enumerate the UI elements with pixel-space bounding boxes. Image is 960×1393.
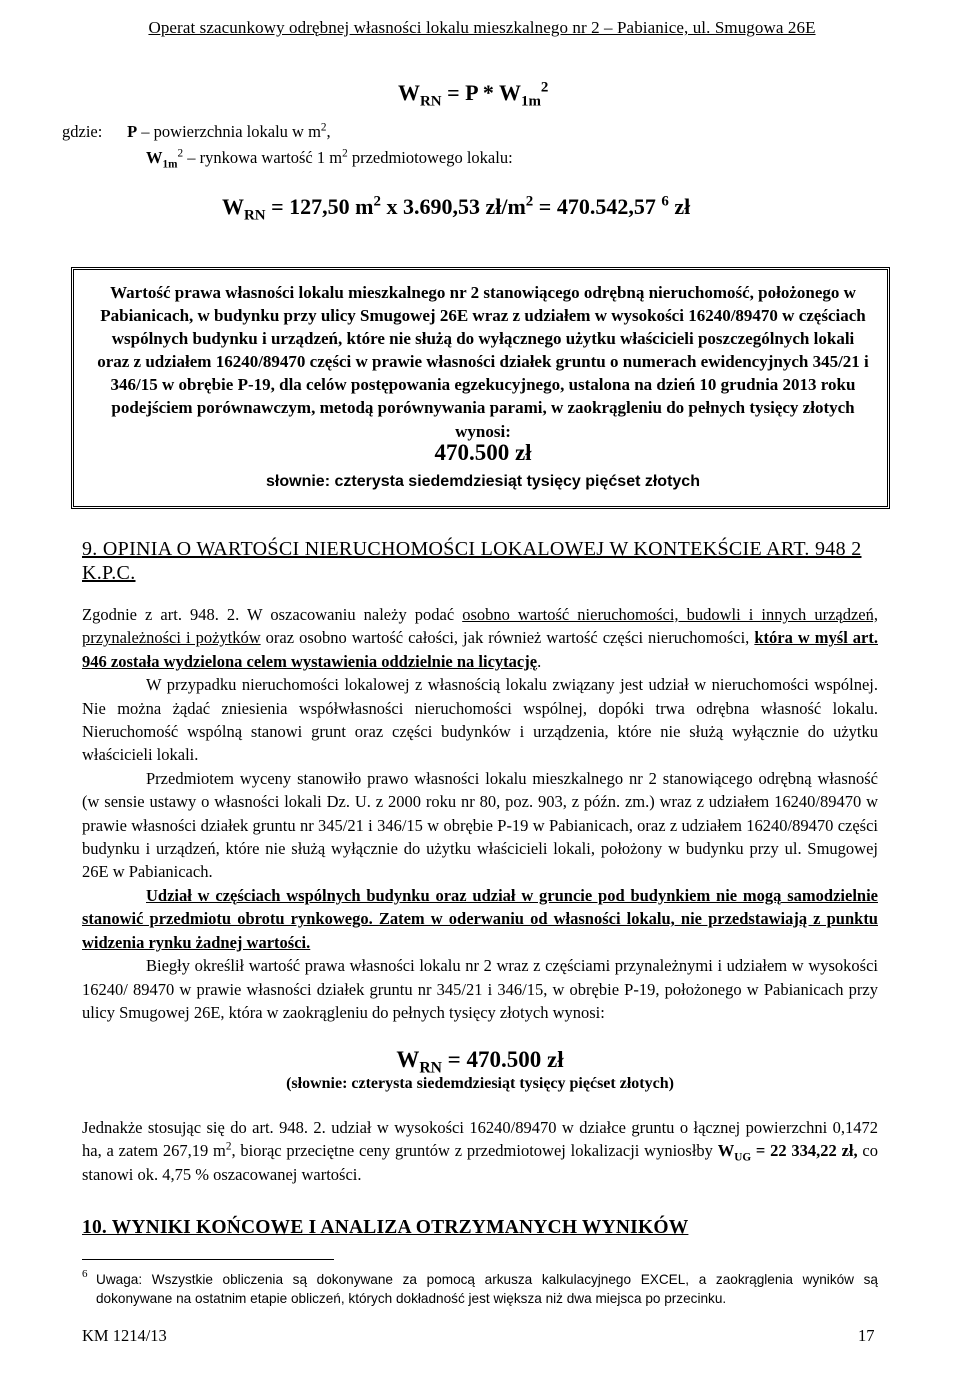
footnote-text: Uwaga: Wszystkie obliczenia są dokonywane za pomocą arkusza kalkulacyjnego EXCEL, a zaokrąglenia wyników są dokonywane na ostatnim etapie obliczeń, których dokładność jest większa niż dwa miejsca po przecinku. [96, 1272, 878, 1306]
paragraph-subject: Przedmiotem wyceny stanowiło prawo własności lokalu mieszkalnego nr 2 stanowiącego odrębną własność (w sensie ustawy o własności lokali Dz. U. z 2000 roku nr 80, poz. 903, z późn. zm.) wraz z udziałem 16240/89470 w prawie własności działek gruntu nr 345/21 i 346/15 w obrębie P-19 w Pabianicach, oraz z udziałem 16240/89470 części budynku i urządzeń, które nie służą wyłącznie do użytku właścicieli lokali, położony w budynku przy ul. Smugowej 26E w Pabianicach. [82, 768, 878, 882]
result-value: $W_{RN} = 470.500$ zł [396, 1047, 564, 1077]
footnote-mark: 6 [82, 1268, 88, 1280]
summary-value-words: słownie: czterysta siedemdziesiąt tysięcy pięćset złotych [266, 473, 700, 490]
result-value-words: (słownie: czterysta siedemdziesiąt tysięcy pięćset złotych) [286, 1075, 674, 1092]
section-10-heading: 10. WYNIKI KOŃCOWE I ANALIZA OTRZYMANYCH WYNIKÓW [82, 1217, 689, 1238]
section-9-body [82, 603, 878, 1024]
formula-legend-w: $W_{1m}^2$ – rynkowa wartość 1 $m^2$ przedmiotowego lokalu: [146, 147, 513, 171]
paragraph-art-948: Zgodnie z art. 948. 2. W oszacowaniu należy podać osobno wartość nieruchomości, budowli i innych urządzeń, przynależności i pożytków oraz osobno wartość całości, jak również wartość części nieruchomości, która w myśl art. 946 została wydzielona celem wystawienia oddzielnie na licytację. [82, 605, 879, 671]
section-9-heading: 9. OPINIA O WARTOŚCI NIERUCHOMOŚCI LOKALOWEJ W KONTEKŚCIE ART. 948 2 K.P.C. [82, 538, 862, 584]
paragraph-shares: Udział w częściach wspólnych budynku oraz udział w gruncie pod budynkiem nie mogą samodzielnie stanowić przedmiotu obrotu rynkowego. Zatem w oderwaniu od własności lokalu, nie przedstawiają z punktu widzenia rynku żadnej wartości. [82, 885, 878, 952]
page-number: 17 [858, 1326, 875, 1345]
summary-text: Wartość prawa własności lokalu mieszkalnego nr 2 stanowiącego odrębną nieruchomość, położonego w Pabianicach, w budynku przy ulicy Smugowej 26E wraz z udziałem w wysokości 16240/89470 w częściach wspólnych budynku i urządzeń, które nie służą do wyłącznego użytku właścicieli poszczególnych lokali oraz z udziałem 16240/89470 części w prawie własności działek gruntu o numerach ewidencyjnych 345/21 i 346/15 w obrębie P-19, dla celów postępowania egzekucyjnego, ustalona na dzień 10 grudnia 2013 roku podejściem porównawczym, metodą porównywania parami, w zaokrągleniu do pełnych tysięcy złotych wynosi: [97, 283, 869, 441]
document-id: KM 1214/13 [82, 1326, 167, 1345]
formula-calculation: $W_{RN} = 127,50$ $m^2$ x 3.690,53 $zł/m^2 = 470.542,57$ $^6$ zł [222, 193, 691, 224]
summary-value: 470.500 zł [434, 440, 532, 465]
formula-definition: $W_{RN} = P * W_{1m}^2$ [398, 79, 549, 110]
paragraph-common-property: W przypadku nieruchomości lokalowej z własnością lokalu związany jest udział w nieruchomości wspólnej. Nie można żądać zniesienia współwłasności nieruchomości wspólnej, dopóki trwa odrębna własność lokalu. Nieruchomość wspólną stanowi grunt oraz części budynków i urządzenia, które nie służą wyłącznie do użytku właścicieli lokali. [82, 675, 878, 765]
footnote-separator [82, 1259, 334, 1260]
running-header: Operat szacunkowy odrębnej własności lokalu mieszkalnego nr 2 – Pabianice, ul. Smugowa 26E [148, 18, 816, 37]
formula-legend-p: gdzie: P – powierzchnia lokalu w $m^2$, [62, 121, 331, 141]
footnote-reference: 6 [661, 193, 669, 210]
paragraph-expert-value: Biegły określił wartość prawa własności lokalu nr 2 wraz z częściami przynależnymi i udziałem w wysokości 16240/ 89470 w prawie własności działek gruntu nr 345/21 i 346/15, w obrębie P-19, położonego w Pabianicach przy ulicy Smugowej 26E, która w zaokrągleniu do pełnych tysięcy złotych wynosi: [82, 956, 878, 1022]
paragraph-land-share: Jednakże stosując się do art. 948. 2. udział w wysokości 16240/89470 w działce gruntu o łącznej powierzchni 0,1472 ha, a zatem 267,19 $m^2$, biorąc przeciętne ceny gruntów z przedmiotowej lokalizacji wyniosłby $W_{UG} = 22$ 334,22 zł, co stanowi ok. 4,75 % oszacowanej wartości. [82, 1118, 879, 1184]
